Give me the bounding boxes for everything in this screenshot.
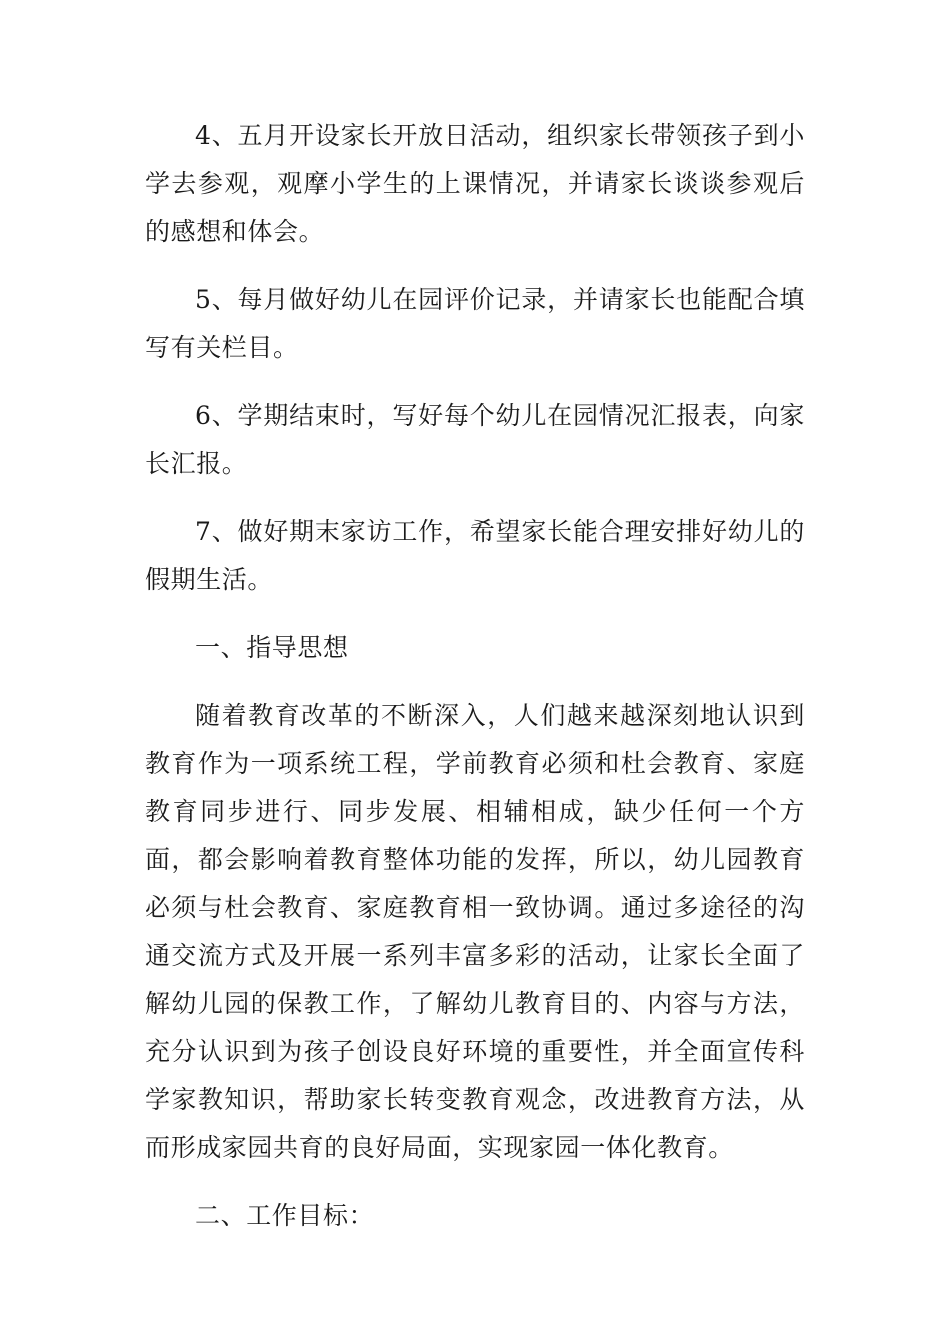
- paragraph-item-7: 7、做好期末家访工作，希望家长能合理安排好幼儿的假期生活。: [145, 517, 805, 594]
- paragraph-item-4: 4、五月开设家长开放日活动，组织家长带领孩子到小学去参观，观摩小学生的上课情况，并请家长谈谈参观后的感想和体会。: [145, 121, 805, 246]
- section-heading-guiding-thought: 一、指导思想: [195, 633, 349, 662]
- section-heading-work-goals: 二、工作目标：: [195, 1201, 375, 1230]
- paragraph-item-6: 6、学期结束时，写好每个幼儿在园情况汇报表，向家长汇报。: [145, 401, 805, 478]
- document-body: [145, 112, 805, 1260]
- section-body-guiding-thought: 随着教育改革的不断深入，人们越来越深刻地认识到教育作为一项系统工程，学前教育必须和杜会教育、家庭教育同步进行、同步发展、相辅相成，缺少任何一个方面，都会影响着教育整体功能的发挥，所以，幼儿园教育必须与杜会教育、家庭教育相一致协调。通过多途径的沟通交流方式及开展一系列丰富多彩的活动，让家长全面了解幼儿园的保教工作，了解幼儿教育目的、内容与方法，充分认识到为孩子创设良好环境的重要性，并全面宣传科学家教知识，帮助家长转变教育观念，改进教育方法，从而形成家园共育的良好局面，实现家园一体化教育。: [145, 701, 805, 1162]
- paragraph-item-5: 5、每月做好幼儿在园评价记录，并请家长也能配合填写有关栏目。: [145, 285, 805, 362]
